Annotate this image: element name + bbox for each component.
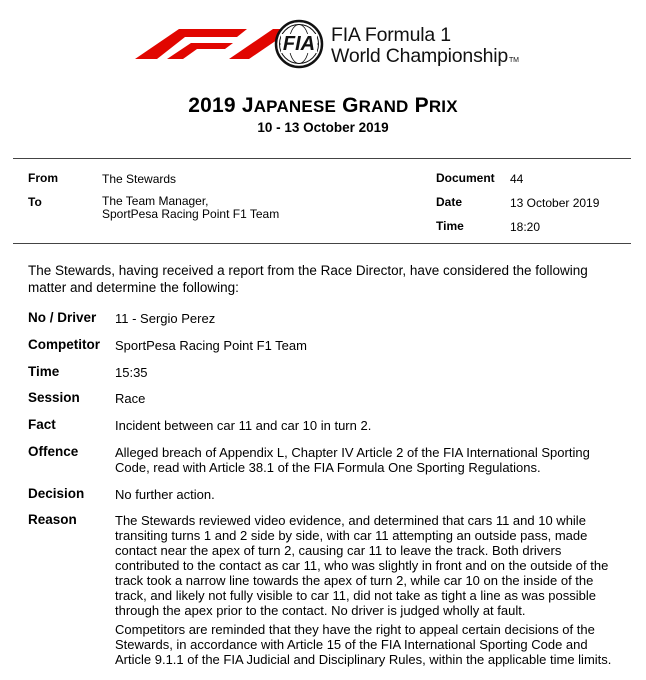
fact-value: Incident between car 11 and car 10 in turn 2. [115,418,372,433]
fia-badge-text: FIA [282,33,316,55]
driver-label: No / Driver [28,310,97,325]
session-value: Race [115,391,146,406]
championship-name [331,25,519,71]
appeal-notice: Competitors are reminded that they have the right to appeal certain decisions of the Stewards, in accordance with Article 15 of the FIA International Sporting Code and Article 9.1.1 of the FIA Judicial and Disciplinary Rules, within the applicable time limits. [115,622,612,667]
document-value: 44 [510,172,524,186]
to-value-line-1: The Team Manager, [102,194,209,208]
offence-value: Alleged breach of Appendix L, Chapter IV Article 2 of the FIA International Sporting Code, read with Article 38.1 of the FIA Formula One Sporting Regulations. [115,445,590,475]
org-line-2 [331,46,519,71]
event-title: 2019 JAPANESE GRAND PRIX [188,94,458,117]
divider-top [13,158,631,159]
intro-text: The Stewards, having received a report from the Race Director, have considered the following matter and determine the following: [28,263,588,295]
offence-label: Offence [28,444,79,459]
competitor-label: Competitor [28,337,100,352]
to-label: To [28,195,42,209]
time-value: 18:20 [510,220,541,234]
to-value-line-2: SportPesa Racing Point F1 Team [102,207,280,221]
document-label: Document [436,171,495,185]
incident-time-value: 15:35 [115,365,148,380]
reason-label: Reason [28,512,77,527]
incident-time-label: Time [28,364,60,379]
date-value: 13 October 2019 [510,196,600,210]
competitor-value: SportPesa Racing Point F1 Team [115,338,307,353]
trademark: TM [509,57,519,64]
from-value: The Stewards [102,172,177,186]
from-label: From [28,171,58,185]
fact-label: Fact [28,417,56,432]
date-label: Date [436,195,463,209]
driver-value: 11 - Sergio Perez [115,311,216,326]
decision-label: Decision [28,486,85,501]
event-dates: 10 - 13 October 2019 [257,120,389,135]
to-value [102,195,279,221]
org-line-2-text: World Championship [331,45,509,67]
divider-bottom [13,243,631,244]
decision-value: No further action. [115,487,215,502]
time-label: Time [436,219,464,233]
reason-value: The Stewards reviewed video evidence, and determined that cars 11 and 10 while transiting turns 1 and 2 side by side, with car 11 attempting an outside pass, made contact near the apex of turn 2, causing car 11 to leave the track. Both drivers contributed to the contact as car 11, who was slightly in front and on the outside of the track took a narrow line towards the apex of turn 2, while car 10 on the inside of the track, and likely not fully visible to car 11, did not take as tight a line as was possible through the apex prior to the contact. No driver is judged wholly at fault. [115,513,609,618]
session-label: Session [28,390,80,405]
org-line-1: FIA Formula 1 [331,24,451,46]
